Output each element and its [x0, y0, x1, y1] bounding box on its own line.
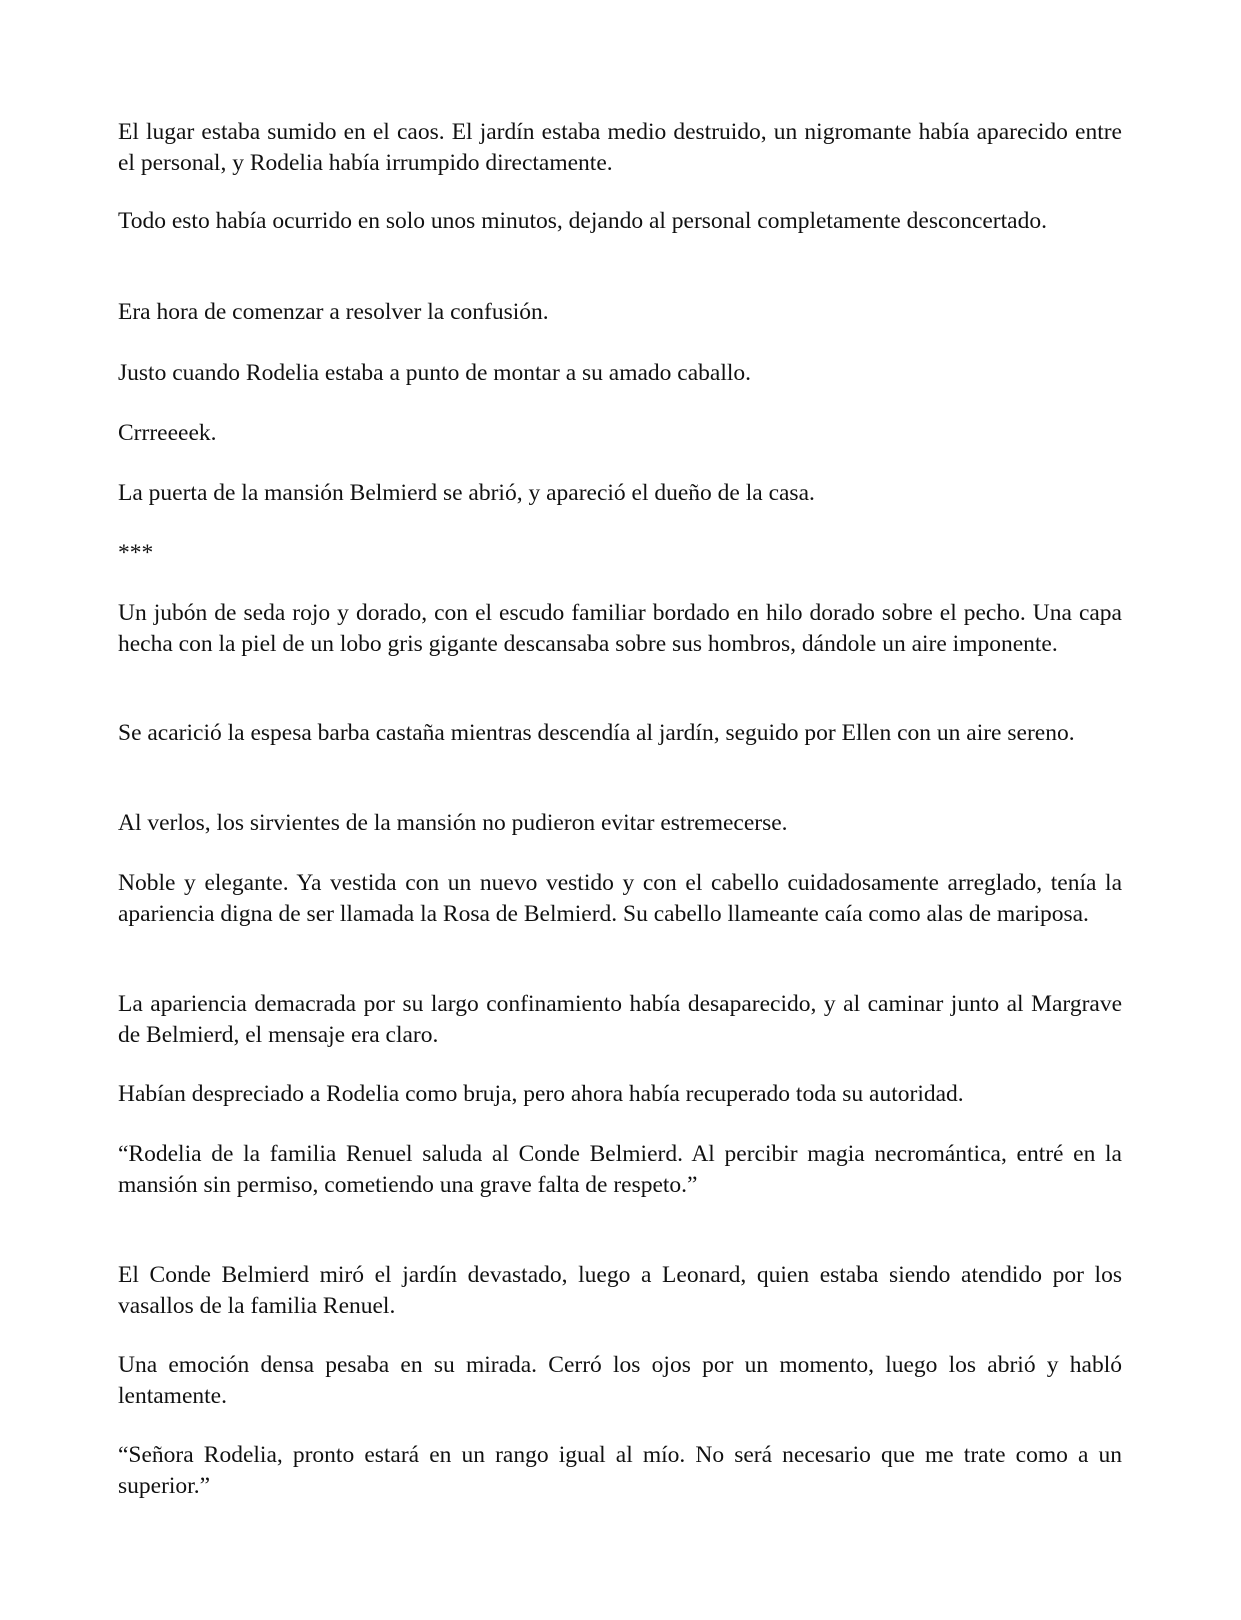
paragraph: Se acarició la espesa barba castaña mientras descendía al jardín, seguido por Ellen con un aire sereno.	[118, 720, 1075, 746]
paragraph: Noble y elegante. Ya vestida con un nuevo vestido y con el cabello cuidadosamente arreglado, tenía la apariencia digna de ser llamada la Rosa de Belmierd. Su cabello llameante caía como alas de mariposa.	[118, 870, 1122, 927]
paragraph: Todo esto había ocurrido en solo unos minutos, dejando al personal completamente desconcertado.	[118, 208, 1047, 234]
dialogue-paragraph: “Señora Rodelia, pronto estará en un rango igual al mío. No será necesario que me trate como a un superior.”	[118, 1442, 1122, 1499]
paragraph: Crrreeeek.	[118, 420, 217, 446]
paragraph: Un jubón de seda rojo y dorado, con el escudo familiar bordado en hilo dorado sobre el pecho. Una capa hecha con la piel de un lobo gris gigante descansaba sobre sus hombros, dándole un aire imponente.	[118, 600, 1122, 657]
paragraph: El Conde Belmierd miró el jardín devastado, luego a Leonard, quien estaba siendo atendido por los vasallos de la familia Renuel.	[118, 1262, 1122, 1319]
paragraph: La puerta de la mansión Belmierd se abrió, y apareció el dueño de la casa.	[118, 480, 815, 506]
scene-break: ***	[118, 540, 154, 566]
paragraph: El lugar estaba sumido en el caos. El jardín estaba medio destruido, un nigromante había aparecido entre el personal, y Rodelia había irrumpido directamente.	[118, 119, 1122, 176]
paragraph: Justo cuando Rodelia estaba a punto de montar a su amado caballo.	[118, 360, 752, 386]
paragraph: Una emoción densa pesaba en su mirada. Cerró los ojos por un momento, luego los abrió y habló lentamente.	[118, 1352, 1122, 1409]
paragraph: Al verlos, los sirvientes de la mansión no pudieron evitar estremecerse.	[118, 810, 788, 836]
paragraph: Habían despreciado a Rodelia como bruja, pero ahora había recuperado toda su autoridad.	[118, 1081, 964, 1107]
dialogue-paragraph: “Rodelia de la familia Renuel saluda al Conde Belmierd. Al percibir magia necromántica, entré en la mansión sin permiso, cometiendo una grave falta de respeto.”	[118, 1141, 1122, 1198]
paragraph: La apariencia demacrada por su largo confinamiento había desaparecido, y al caminar junto al Margrave de Belmierd, el mensaje era claro.	[118, 991, 1122, 1048]
paragraph: Era hora de comenzar a resolver la confusión.	[118, 299, 549, 325]
